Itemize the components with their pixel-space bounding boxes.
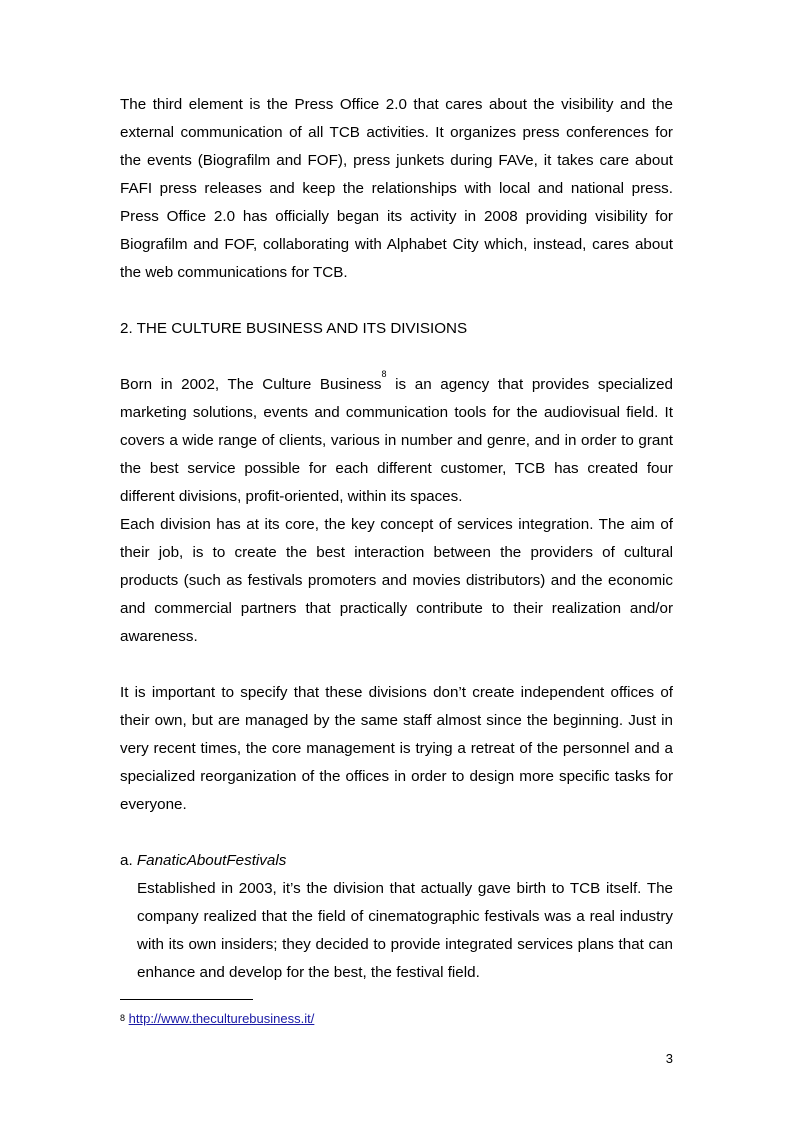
footnote-separator [120, 999, 253, 1000]
page-body [120, 91, 673, 987]
paragraph-press-office: The third element is the Press Office 2.0 that cares about the visibility and the external communication of all TCB activities. It organizes press conferences for the events (Biografilm and FOF), press junkets during FAVe, it takes care about FAFI press releases and keep the relationships with local and national press. Press Office 2.0 has officially began its activity in 2008 providing visibility for Biografilm and FOF, collaborating with Alphabet City which, instead, cares about the web communications for TCB. [120, 96, 673, 281]
subsection-prefix: a. [120, 852, 137, 869]
footnote [120, 1011, 314, 1027]
paragraph-fanatic-about-festivals: Established in 2003, it’s the division that actually gave birth to TCB itself. The company realized that the field of cinematographic festivals was a real industry with its own insiders; they decided to provide integrated services plans that can enhance and develop for the best, the festival field. [137, 880, 673, 981]
section-heading: 2. THE CULTURE BUSINESS AND ITS DIVISIONS [120, 320, 468, 337]
footnote-reference[interactable]: 8 [381, 369, 387, 379]
subsection-body [120, 875, 673, 987]
paragraph-important: It is important to specify that these divisions don’t create independent offices of their own, but are managed by the same staff almost since the beginning. Just in very recent times, the core management is trying a retreat of the personnel and a specialized reorganization of the offices in order to design more specific tasks for everyone. [120, 684, 673, 813]
footnote-link[interactable]: http://www.theculturebusiness.it/ [128, 1011, 315, 1026]
subsection-name: FanaticAboutFestivals [136, 852, 287, 869]
spacer [120, 819, 673, 847]
paragraph-born-in-2002 [120, 371, 673, 511]
spacer [120, 287, 673, 315]
footnote-mark: 8 [120, 1013, 126, 1023]
paragraph-each-division: Each division has at its core, the key concept of services integration. The aim of their job, is to create the best interaction between the providers of cultural products (such as festivals promoters and movies distributors) and the economic and commercial partners that practically contribute to their realization and/or awareness. [120, 516, 673, 645]
subsection-title [120, 847, 673, 875]
spacer [120, 343, 673, 371]
paragraph-born-text-end: is an agency that provides specialized marketing solutions, events and communication tools for the audiovisual field. It covers a wide range of clients, various in number and genre, and in order to grant the best service possible for each different customer, TCB has created four different divisions, profit-oriented, within its spaces. [120, 376, 673, 505]
paragraph-born-text-start: Born in 2002, The Culture Business [120, 376, 382, 393]
spacer [120, 651, 673, 679]
page-number: 3 [665, 1051, 673, 1066]
